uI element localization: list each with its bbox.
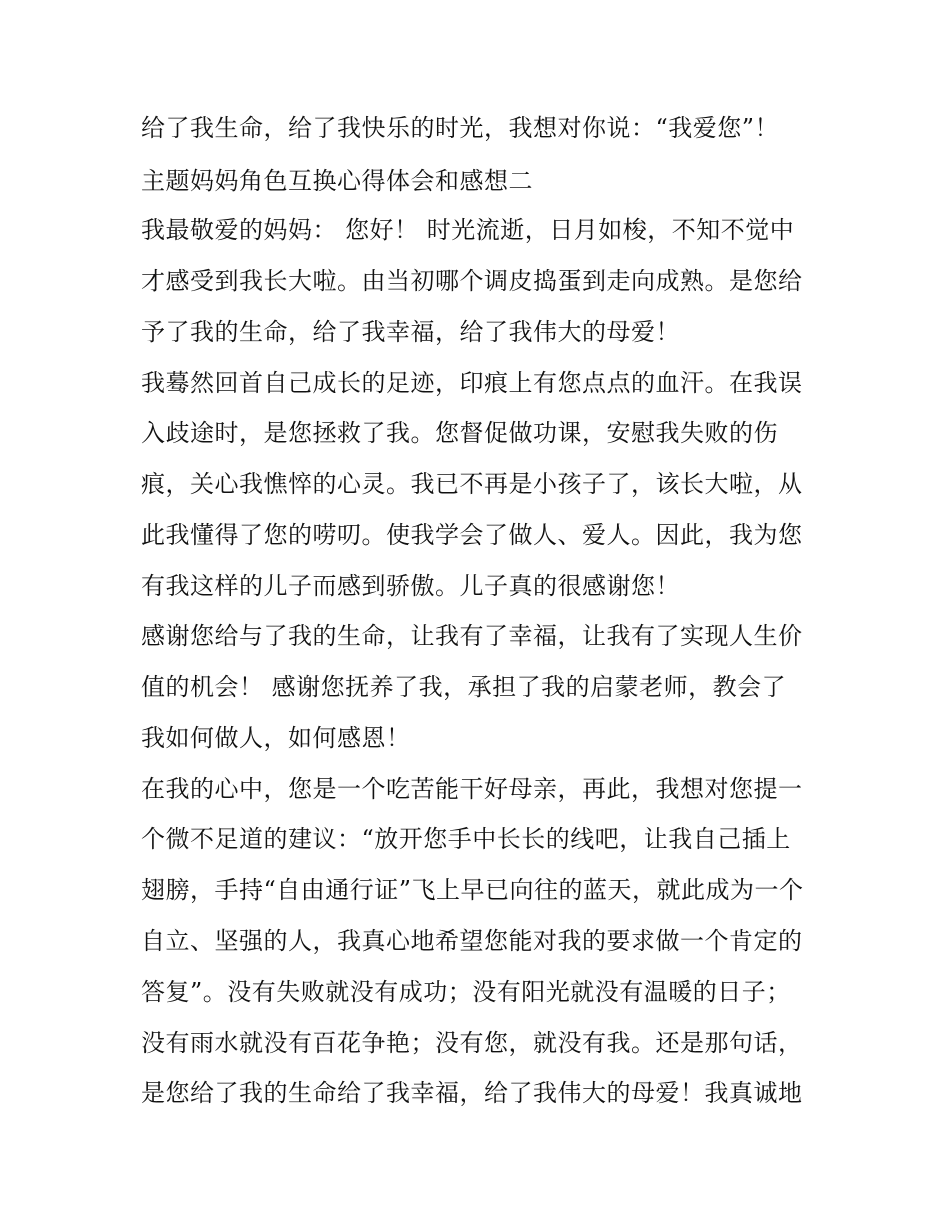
text-line: 我如何做人，如何感恩！ xyxy=(141,724,411,752)
text-line: 是您给了我的生命给了我幸福，给了我伟大的母爱！我真诚地 xyxy=(141,1079,803,1107)
text-line: 个微不足道的建议：“放开您手中长长的线吧，让我自己插上 xyxy=(141,825,791,853)
text-line: 有我这样的儿子而感到骄傲。儿子真的很感谢您！ xyxy=(141,572,680,600)
text-line: 才感受到我长大啦。由当初哪个调皮捣蛋到走向成熟。是您给 xyxy=(141,267,803,295)
text-line: 值的机会！ 感谢您抚养了我，承担了我的启蒙老师，教会了 xyxy=(141,673,787,701)
text-line: 在我的心中，您是一个吃苦能干好母亲，再此，我想对您提一 xyxy=(141,775,803,803)
text-line: 给了我生命，给了我快乐的时光，我想对你说：“我爱您”！ xyxy=(141,114,780,142)
section-heading: 主题妈妈角色互换心得体会和感想二 xyxy=(141,167,533,195)
text-line: 此我懂得了您的唠叨。使我学会了做人、爱人。因此，我为您 xyxy=(141,521,803,549)
text-line: 翅膀，手持“自由通行证”飞上早已向往的蓝天，就此成为一个 xyxy=(141,876,804,904)
text-line: 予了我的生命，给了我幸福，给了我伟大的母爱！ xyxy=(141,318,680,346)
text-line: 入歧途时，是您拯救了我。您督促做功课，安慰我失败的伤 xyxy=(141,419,778,447)
text-line: 感谢您给与了我的生命，让我有了幸福，让我有了实现人生价 xyxy=(141,622,803,650)
text-line: 答复”。没有失败就没有成功；没有阳光就没有温暖的日子； xyxy=(141,978,791,1006)
text-line: 自立、坚强的人，我真心地希望您能对我的要求做一个肯定的 xyxy=(141,927,803,955)
text-line: 我最敬爱的妈妈： 您好！ 时光流逝，日月如梭，不知不觉中 xyxy=(141,216,795,244)
text-line: 我蓦然回首自己成长的足迹，印痕上有您点点的血汗。在我误 xyxy=(141,369,803,397)
text-line: 没有雨水就没有百花争艳；没有您，就没有我。还是那句话， xyxy=(141,1029,803,1057)
text-line: 痕，关心我憔悴的心灵。我已不再是小孩子了，该长大啦，从 xyxy=(141,470,803,498)
